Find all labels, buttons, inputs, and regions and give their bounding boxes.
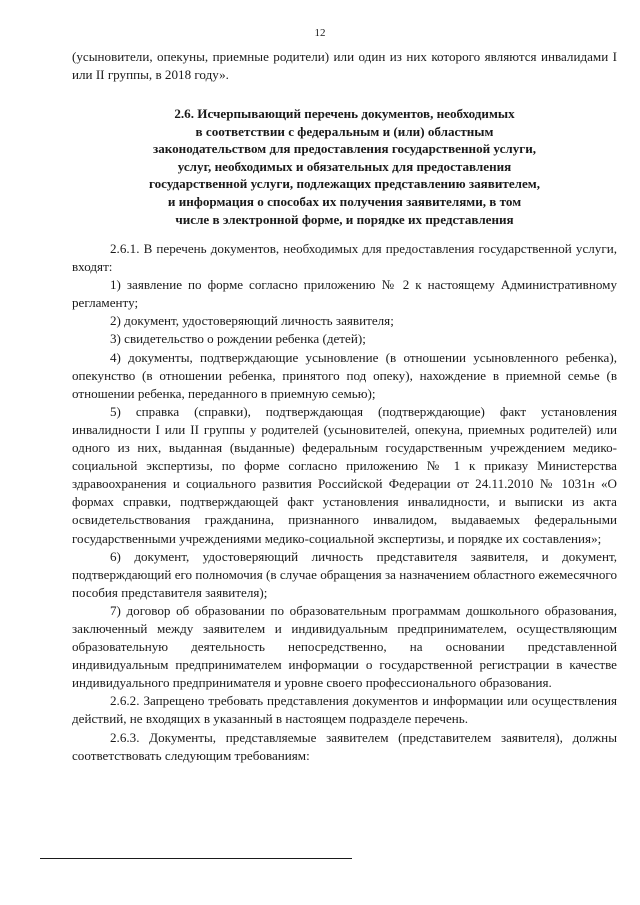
- heading-line: в соответствии с федеральным и (или) областным: [195, 123, 494, 139]
- footer-rule: [40, 858, 352, 859]
- heading-line: государственной услуги, подлежащих представлению заявителем,: [149, 176, 540, 192]
- list-item-1: 1) заявление по форме согласно приложению № 2 к настоящему Административному регламенту;: [72, 277, 617, 311]
- paragraph-2-6-2: 2.6.2. Запрещено требовать представления документов и информации или осуществления действий, не входящих в указанный в настоящем подразделе перечень.: [72, 693, 617, 727]
- list-item-7: 7) договор об образовании по образовательным программам дошкольного образования, заключенный между заявителем и индивидуальным предпринимателем, осуществляющим образовательную деятельность непосредственно, на основании представленной индивидуальным предпринимателем информации о государственной регистрации в качестве индивидуального предпринимателя и уровне своего профессионального образования.: [72, 602, 617, 691]
- list-item-4: 4) документы, подтверждающие усыновление (в отношении усыновленного ребенка), опекунство (в отношении ребенка, принятого под опеку), нахождение в приемной семье (в отношении ребенка, переданного в приемную семью);: [72, 349, 617, 401]
- section-heading: [72, 105, 617, 228]
- heading-line: числе в электронной форме, и порядке их представления: [175, 211, 514, 227]
- list-item-2: 2) документ, удостоверяющий личность заявителя;: [110, 313, 394, 329]
- list-item-6: 6) документ, удостоверяющий личность представителя заявителя, и документ, подтверждающий его полномочия (в случае обращения за назначением областного ежемесячного пособия представителя заявителя);: [72, 548, 617, 600]
- heading-line: и информация о способах их получения заявителями, в том: [167, 193, 522, 209]
- page-number: 12: [314, 27, 326, 39]
- list-item-3: 3) свидетельство о рождении ребенка (детей);: [110, 331, 366, 347]
- paragraph-2-6-1: 2.6.1. В перечень документов, необходимых для предоставления государственной услуги, входят:: [72, 241, 617, 275]
- heading-line: 2.6. Исчерпывающий перечень документов, необходимых: [174, 106, 515, 121]
- heading-line: услуг, необходимых и обязательных для предоставления: [177, 158, 512, 174]
- intro-block: [72, 48, 617, 84]
- document-body: [72, 240, 617, 765]
- intro-paragraph: (усыновители, опекуны, приемные родители) или один из них которого являются инвалидами I или II группы, в 2018 году».: [72, 49, 617, 83]
- list-item-5: 5) справка (справки), подтверждающая (подтверждающие) факт установления инвалидности I или II группы у родителей (усыновителей, опекуна, приемных родителей) или одного из них, выданная (выданные) федеральным государственным учреждением медико-социальной экспертизы, по форме согласно приложению № 1 к приказу Министерства здравоохранения и социального развития Российской Федерации от 24.11.2010 № 1031н «О формах справки, подтверждающей факт установления инвалидности, и выписки из акта освидетельствования гражданина, признанного инвалидом, выдаваемых федеральными государственными учреждениями медико-социальной экспертизы, и порядке их составления»;: [72, 403, 617, 546]
- heading-line: законодательством для предоставления государственной услуги,: [152, 141, 537, 157]
- paragraph-2-6-3: 2.6.3. Документы, представляемые заявителем (представителем заявителя), должны соответствовать следующим требованиям:: [72, 729, 617, 763]
